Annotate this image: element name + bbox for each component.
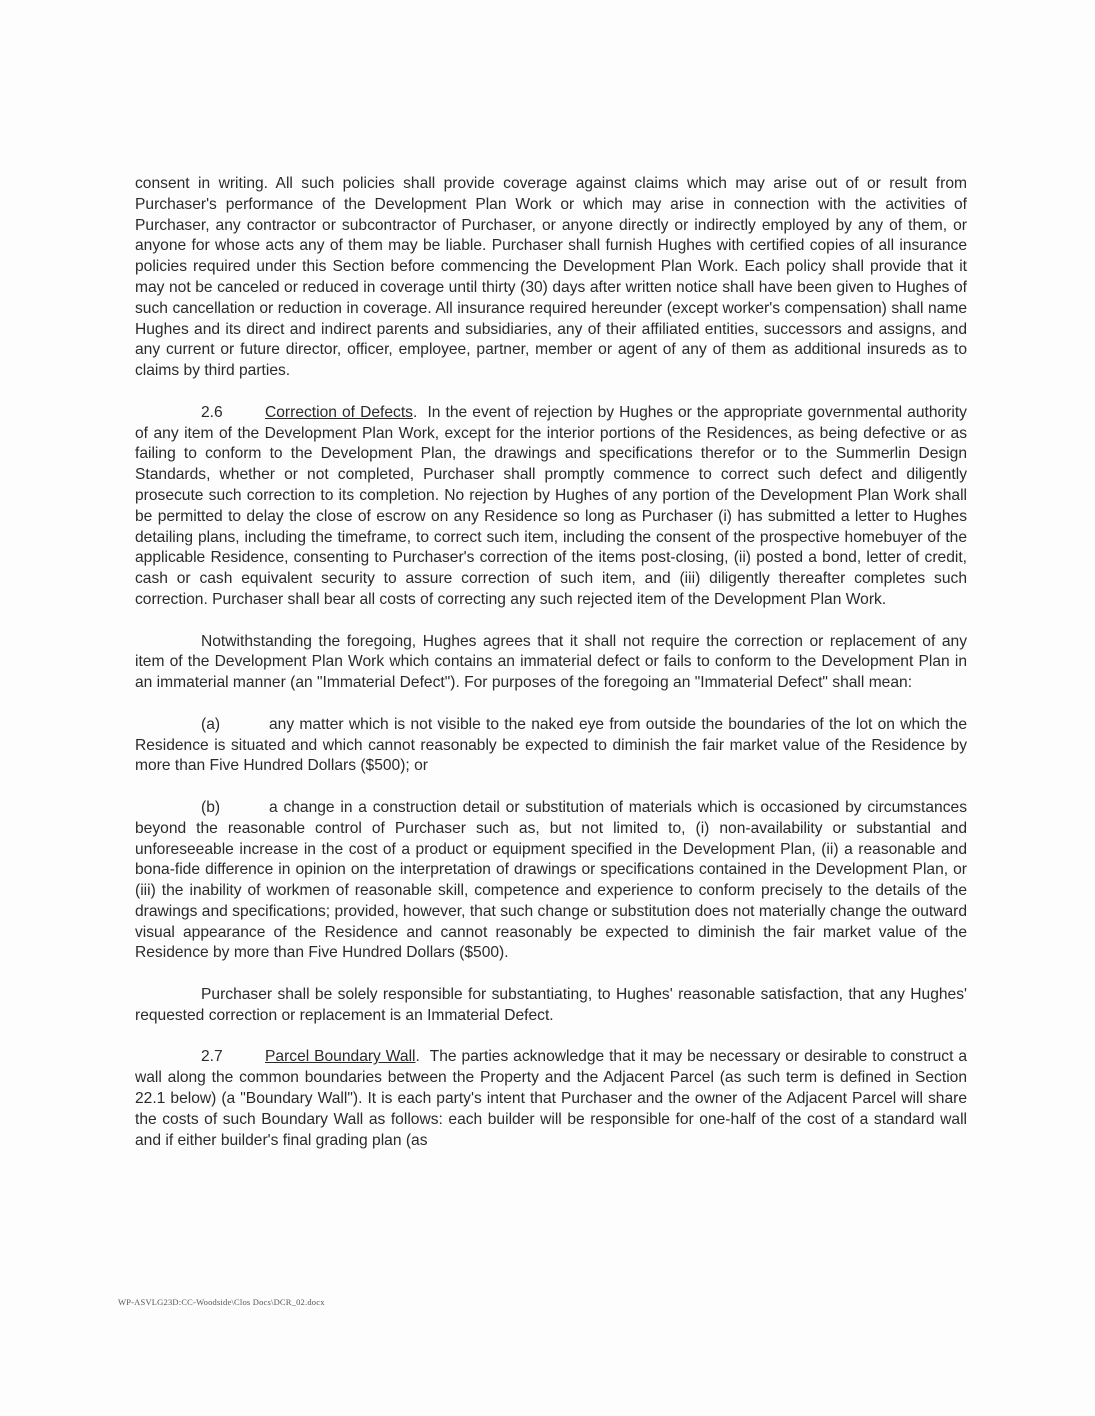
list-item-b — [135, 798, 967, 964]
section-body: In the event of rejection by Hughes or the appropriate governmental authority of any item of the Development Plan Work, except for the interior portions of the Residences, as being defective or as failing to conform to the Development Plan, the drawings and specifications therefor or to the Summerlin Design Standards, whether or not completed, Purchaser shall promptly commence to correct such defect and diligently prosecute such correction to its completion. No rejection by Hughes of any portion of the Development Plan Work shall be permitted to delay the close of escrow on any Residence so long as Purchaser (i) has submitted a letter to Hughes detailing plans, including the timeframe, to correct such item, including the consent of the prospective homebuyer of the applicable Residence, consenting to Purchaser's correction of the items post-closing, (ii) posted a bond, letter of credit, cash or cash equivalent security to assure correction of such item, and (iii) diligently thereafter completes such correction. Purchaser shall bear all costs of correcting any such rejected item of the Development Plan Work. — [135, 403, 967, 608]
paragraph-notwithstanding: Notwithstanding the foregoing, Hughes agrees that it shall not require the correction or replacement of any item of the Development Plan Work which contains an immaterial defect or fails to conform to the Development Plan in an immaterial manner (an "Immaterial Defect"). For purposes of the foregoing an "Immaterial Defect" shall mean: — [135, 632, 967, 692]
section-number: 2.6 — [201, 403, 223, 421]
list-item-body: any matter which is not visible to the naked eye from outside the boundaries of the lot on which the Residence is situated and which cannot reasonably be expected to diminish the fair market value of the Residence by more than Five Hundred Dollars ($500); or — [135, 715, 967, 775]
list-item-a — [135, 715, 967, 777]
file-path-footer: WP-ASVLG23D:CC-Woodside\Clos Docs\DCR_02.docx — [118, 1297, 325, 1307]
paragraph-purchaser-responsibility: Purchaser shall be solely responsible for substantiating, to Hughes' reasonable satisfaction, that any Hughes' requested correction or replacement is an Immaterial Defect. — [135, 986, 967, 1024]
document-body — [135, 174, 967, 1172]
section-heading: Parcel Boundary Wall — [265, 1048, 416, 1066]
paragraph-insurance-continuation: consent in writing. All such policies shall provide coverage against claims which may arise out of or result from Purchaser's performance of the Development Plan Work or which may arise in connection with the activities of Purchaser, any contractor or subcontractor of Purchaser, or anyone directly or indirectly employed by any of them, or anyone for whose acts any of them may be liable. Purchaser shall furnish Hughes with certified copies of all insurance policies required under this Section before commencing the Development Plan Work. Each policy shall provide that it may not be canceled or reduced in coverage until thirty (30) days after written notice shall have been given to Hughes of such cancellation or reduction in coverage. All insurance required hereunder (except worker's compensation) shall name Hughes and its direct and indirect parents and subsidiaries, any of their affiliated entities, successors and assigns, and any current or future director, officer, employee, partner, member or agent of any of them as additional insureds as to claims by third parties. — [135, 175, 967, 380]
list-item-label: (a) — [201, 715, 221, 733]
list-item-body: a change in a construction detail or substitution of materials which is occasioned by circumstances beyond the reasonable control of Purchaser such as, but not limited to, (i) non-availability or substantial and unforeseeable increase in the cost of a product or equipment specified in the Development Plan, (ii) a reasonable and bona-fide difference in opinion on the interpretation of drawings or specifications contained in the Development Plan, or (iii) the inability of workmen of reasonable skill, competence and experience to conform precisely to the details of the drawings and specifications; provided, however, that such change or substitution does not materially change the outward visual appearance of the Residence and cannot reasonably be expected to diminish the fair market value of the Residence by more than Five Hundred Dollars ($500). — [135, 798, 967, 962]
section-body: The parties acknowledge that it may be necessary or desirable to construct a wall along the common boundaries between the Property and the Adjacent Parcel (as such term is defined in Section 22.1 below) (a "Boundary Wall"). It is each party's intent that Purchaser and the owner of the Adjacent Parcel will share the costs of such Boundary Wall as follows: each builder will be responsible for one-half of the cost of a standard wall and if either builder's final grading plan (as — [135, 1048, 968, 1149]
list-item-label: (b) — [201, 798, 221, 816]
section-2-6 — [135, 403, 967, 611]
heading-period: . — [415, 1048, 430, 1066]
section-number: 2.7 — [201, 1048, 223, 1066]
section-heading: Correction of Defects — [265, 403, 413, 421]
section-2-7 — [135, 1047, 967, 1151]
heading-period: . — [412, 403, 428, 421]
